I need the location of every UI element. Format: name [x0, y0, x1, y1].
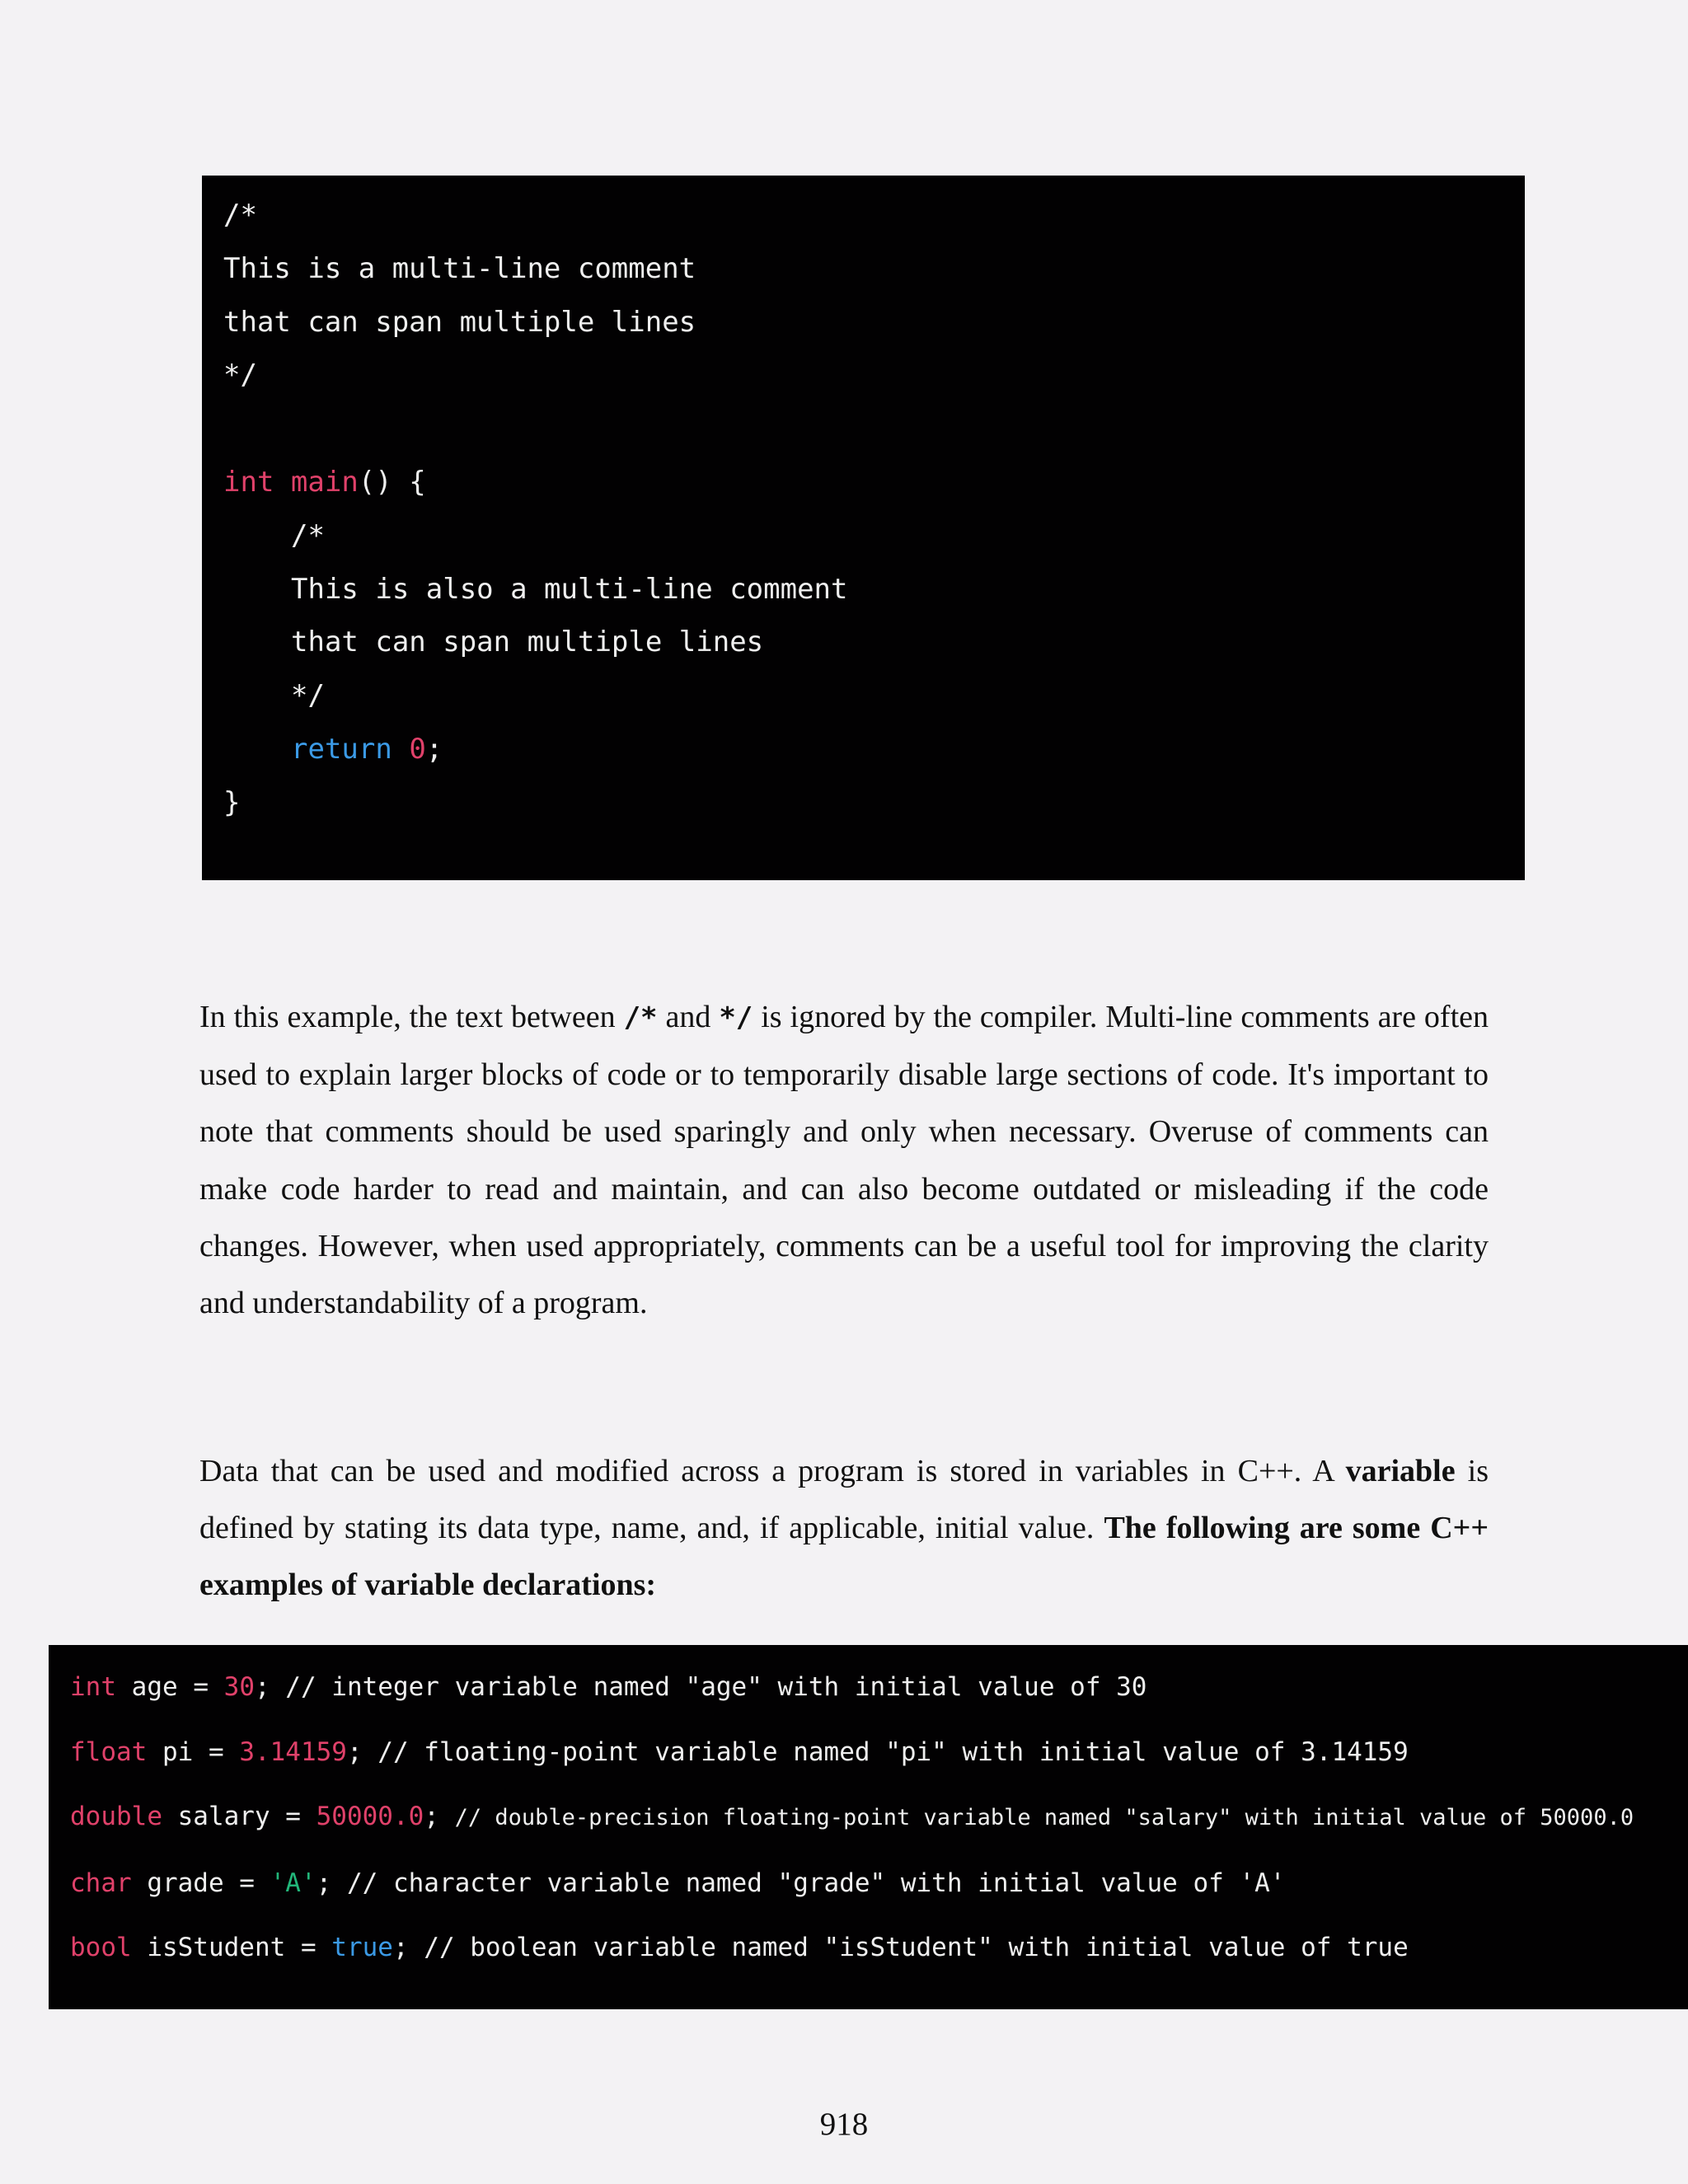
- code-line: [223, 723, 1525, 776]
- code-identifier: age =: [116, 1672, 224, 1702]
- paragraph-text: In this example, the text between: [199, 1000, 624, 1034]
- paragraph-text: and: [657, 1000, 720, 1034]
- code-line: }: [223, 785, 241, 819]
- code-bool-literal: true: [331, 1933, 393, 1963]
- inline-code: /*: [623, 1001, 658, 1034]
- bold-term: variable: [1345, 1454, 1456, 1488]
- code-line: [223, 456, 1525, 509]
- code-line: that can span multiple lines: [291, 626, 764, 659]
- code-comment: ; // integer variable named "age" with initial value of 30: [254, 1672, 1147, 1702]
- code-type: float: [70, 1736, 148, 1767]
- code-number: 50000.0: [316, 1802, 424, 1832]
- code-number: 3.14159: [239, 1736, 347, 1767]
- inline-code: */: [719, 1001, 753, 1034]
- code-block-multiline-comments: [202, 176, 1525, 880]
- code-char-literal: 'A': [270, 1868, 316, 1898]
- code-punctuation: ;: [424, 1802, 455, 1832]
- code-identifier: grade =: [131, 1868, 270, 1898]
- code-line: */: [223, 359, 257, 392]
- code-line: [70, 1720, 1688, 1785]
- code-type: bool: [70, 1933, 132, 1963]
- paragraph-text: is ignored by the compiler. Multi-line comments are often used to explain larger blocks of code or to temporarily disable large sections of code. It's important to note that comments should be used sparingly and only when necessary. Overuse of comments can make code harder to read and maintain, and can also become outdated or misleading if the code changes. However, when used appropriately, comments can be a useful tool for improving the clarity and understandability of a program.: [199, 1000, 1489, 1321]
- code-line: */: [291, 679, 325, 713]
- code-line: /*: [291, 518, 325, 552]
- code-comment: ; // character variable named "grade" with initial value of 'A': [316, 1868, 1286, 1898]
- code-identifier: salary =: [162, 1802, 316, 1832]
- code-comment: // double-precision floating-point variable named "salary" with initial value of 50000.0: [454, 1805, 1634, 1831]
- code-function-name: main: [290, 465, 359, 499]
- code-identifier: pi =: [147, 1736, 240, 1767]
- code-line: [70, 1851, 1688, 1916]
- code-punctuation: () {: [358, 465, 426, 499]
- code-line: [70, 1655, 1688, 1720]
- code-line: This is also a multi-line comment: [291, 572, 848, 606]
- code-line: /*: [223, 199, 257, 232]
- page-number: 918: [819, 2107, 869, 2142]
- code-punctuation: ;: [425, 732, 443, 766]
- code-type: int: [70, 1672, 116, 1702]
- code-line-blank: [223, 402, 1525, 456]
- paragraph-comments-explanation: [199, 989, 1489, 1332]
- code-comment: ; // floating-point variable named "pi" with initial value of 3.14159: [346, 1736, 1409, 1767]
- paragraph-variables-intro: [199, 1443, 1489, 1615]
- code-number: 0: [409, 732, 426, 766]
- code-line: that can span multiple lines: [223, 305, 696, 339]
- code-type: char: [70, 1868, 132, 1898]
- code-line: [70, 1784, 1688, 1851]
- paragraph-text: Data that can be used and modified across a program is stored in variables in C++. A: [199, 1454, 1346, 1488]
- code-keyword: int: [223, 465, 274, 499]
- code-line: This is a multi-line comment: [223, 251, 696, 285]
- code-keyword: return: [291, 732, 392, 766]
- code-line: [70, 1915, 1688, 1980]
- code-number: 30: [223, 1672, 255, 1702]
- code-comment: ; // boolean variable named "isStudent" with initial value of true: [392, 1933, 1409, 1963]
- code-block-variable-declarations: [49, 1645, 1688, 2009]
- bold-lead-in: The following are some C++ examples of variable declarations:: [199, 1511, 1489, 1603]
- code-identifier: isStudent =: [131, 1933, 332, 1963]
- code-type: double: [70, 1802, 162, 1832]
- paragraph-text: is defined by stating its data type, name, and, if applicable, initial value.: [199, 1454, 1489, 1546]
